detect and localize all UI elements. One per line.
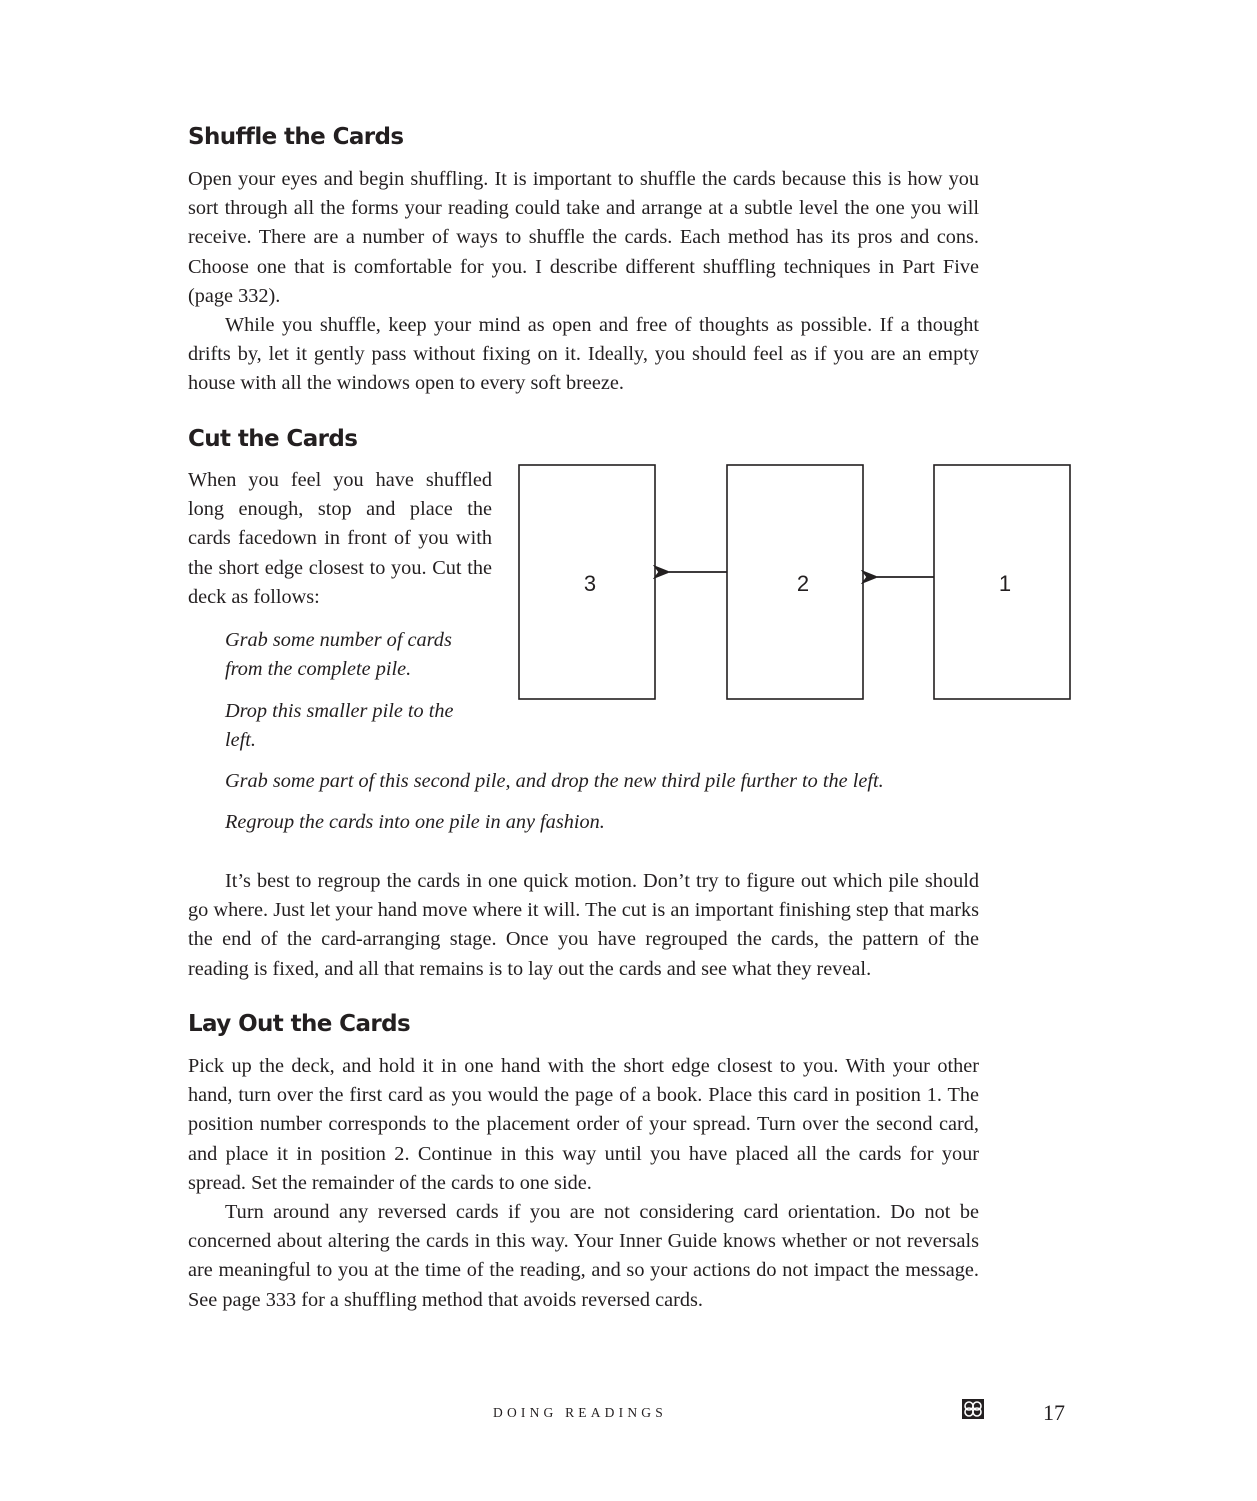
layout-paragraph-1: Pick up the deck, and hold it in one hand with the short edge closest to you. With your other hand, turn over the first card as you would the page of a book. Place this card in position 1. The position number corresponds to the placement order of your spread. Turn over the second card, and place it in position 2. Continue in this way until you have placed all the cards for your spread. Set the remainder of the cards to one side. bbox=[188, 1055, 979, 1194]
cut-step-3: Grab some part of this second pile, and drop the new third pile further to the left. bbox=[225, 770, 884, 792]
page-number: 17 bbox=[1043, 1400, 1065, 1425]
pile-1-label: 1 bbox=[998, 571, 1012, 596]
pile-3-label: 3 bbox=[583, 571, 597, 596]
cut-intro-paragraph: When you feel you have shuffled long enough, stop and place the cards facedown in front of you with the short edge closest to you. Cut the deck as follows: bbox=[188, 469, 492, 608]
pile-2-outline bbox=[727, 465, 863, 699]
running-footer-title: DOING READINGS bbox=[493, 1405, 667, 1420]
celtic-knot-icon bbox=[962, 1399, 984, 1419]
cut-step-1: Grab some number of cards from the complete pile. bbox=[225, 629, 452, 681]
cut-closing-body bbox=[188, 867, 979, 984]
pile-1 bbox=[934, 465, 1070, 699]
section-heading-cut: Cut the Cards bbox=[188, 426, 358, 452]
pile-2 bbox=[727, 465, 863, 699]
cut-step-2: Drop this smaller pile to the left. bbox=[225, 700, 454, 752]
pile-2-label: 2 bbox=[796, 571, 810, 596]
shuffle-paragraph-1: Open your eyes and begin shuffling. It is important to shuffle the cards because this is how you sort through all the forms your reading could take and arrange at a subtle level the one you will receive. There are a number of ways to shuffle the cards. Each method has its pros and cons. Choose one that is comfortable for you. I describe different shuffling techniques in Part Five (page 332). bbox=[188, 168, 979, 307]
section-heading-layout: Lay Out the Cards bbox=[188, 1011, 411, 1037]
card-cut-diagram bbox=[515, 460, 1075, 705]
layout-paragraph-2: Turn around any reversed cards if you are not considering card orientation. Do not be concerned about altering the cards in this way. Your Inner Guide knows whether or not reversals are meaningful to you at the time of the reading, and so your actions do not impact the message. See page 333 for a shuffling method that avoids reversed cards. bbox=[188, 1201, 979, 1311]
shuffle-paragraph-2: While you shuffle, keep your mind as open and free of thoughts as possible. If a thought drifts by, let it gently pass without fixing on it. Ideally, you should feel as if you are an empty house with all the windows open to every soft breeze. bbox=[188, 314, 979, 395]
section-heading-shuffle: Shuffle the Cards bbox=[188, 124, 404, 150]
pile-3 bbox=[519, 465, 655, 699]
shuffle-section-body bbox=[188, 165, 979, 399]
cut-step-4: Regroup the cards into one pile in any fashion. bbox=[225, 811, 605, 833]
layout-section-body bbox=[188, 1052, 979, 1315]
cut-closing-paragraph: It’s best to regroup the cards in one quick motion. Don’t try to figure out which pile should go where. Just let your hand move where it will. The cut is an important finishing step that marks the end of the card-arranging stage. Once you have regrouped the cards, the pattern of the reading is fixed, and all that remains is to lay out the cards and see what they reveal. bbox=[188, 870, 979, 980]
